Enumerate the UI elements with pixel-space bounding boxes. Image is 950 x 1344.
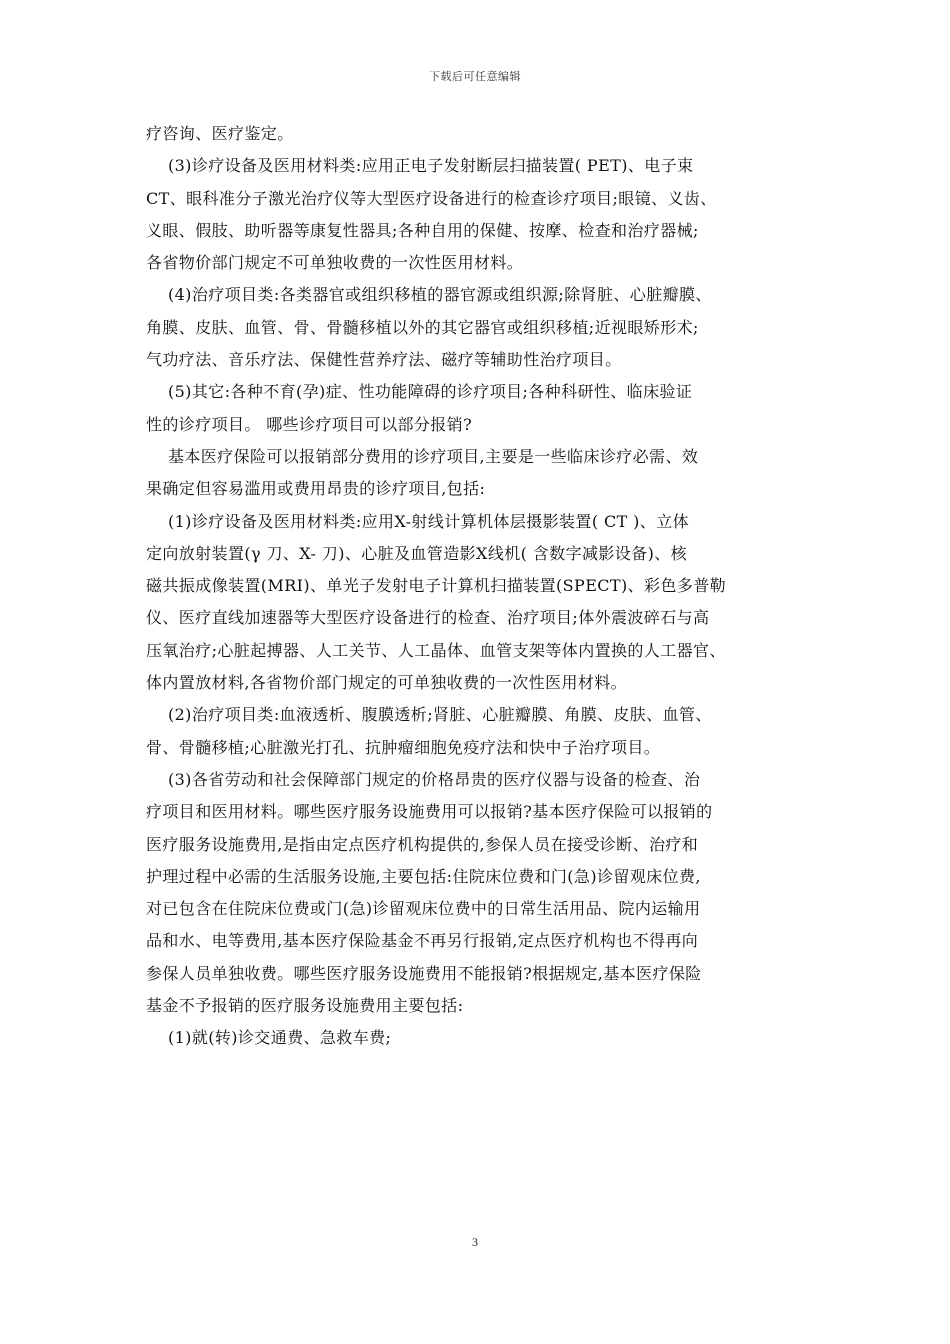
text-line: 疗项目和医用材料。哪些医疗服务设施费用可以报销?基本医疗保险可以报销的: [146, 802, 713, 822]
text-line: 体内置放材料,各省物价部门规定的可单独收费的一次性医用材料。: [146, 673, 628, 693]
text-line: (5)其它:各种不育(孕)症、性功能障碍的诊疗项目;各种科研性、临床验证: [146, 382, 693, 402]
text-line: 品和水、电等费用,基本医疗保险基金不再另行报销,定点医疗机构也不得再向: [146, 931, 699, 951]
text-line: 医疗服务设施费用,是指由定点医疗机构提供的,参保人员在接受诊断、治疗和: [146, 834, 699, 854]
text-line: 气功疗法、音乐疗法、保健性营养疗法、磁疗等辅助性治疗项目。: [146, 350, 622, 370]
text-line: 角膜、皮肤、血管、骨、骨髓移植以外的其它器官或组织移植;近视眼矫形术;: [146, 317, 699, 337]
page-header: 下载后可任意编辑: [429, 70, 521, 83]
text-line: 参保人员单独收费。哪些医疗服务设施费用不能报销?根据规定,基本医疗保险: [146, 963, 702, 983]
text-line: 磁共振成像装置(MRI)、单光子发射电子计算机扫描装置(SPECT)、彩色多普勒: [146, 576, 727, 596]
text-line: (2)治疗项目类:血液透析、腹膜透析;肾脏、心脏瓣膜、角膜、皮肤、血管、: [146, 705, 712, 725]
document-body: [146, 118, 810, 1055]
text-line: (1)诊疗设备及医用材料类:应用X-射线计算机体层摄影装置( CT )、立体: [146, 511, 690, 531]
text-line: 定向放射装置(γ 刀、X- 刀)、心脏及血管造影X线机( 含数字减影设备)、核: [146, 543, 688, 563]
text-line: (3)诊疗设备及医用材料类:应用正电子发射断层扫描装置( PET)、电子束: [146, 156, 694, 176]
text-line: 对已包含在住院床位费或门(急)诊留观床位费中的日常生活用品、院内运输用: [146, 899, 701, 919]
text-line: (3)各省劳动和社会保障部门规定的价格昂贵的医疗仪器与设备的检查、治: [146, 769, 701, 789]
text-line: 基本医疗保险可以报销部分费用的诊疗项目,主要是一些临床诊疗必需、效: [146, 446, 699, 466]
text-line: 护理过程中必需的生活服务设施,主要包括:住院床位费和门(急)诊留观床位费,: [146, 866, 701, 886]
text-line: 压氧治疗;心脏起搏器、人工关节、人工晶体、血管支架等体内置换的人工器官、: [146, 640, 726, 660]
text-line: 各省物价部门规定不可单独收费的一次性医用材料。: [146, 253, 524, 273]
page-number: 3: [472, 1235, 478, 1249]
text-line: (1)就(转)诊交通费、急救车费;: [146, 1028, 392, 1048]
text-line: 果确定但容易滥用或费用昂贵的诊疗项目,包括:: [146, 479, 486, 499]
text-line: 骨、骨髓移植;心脏激光打孔、抗肿瘤细胞免疫疗法和快中子治疗项目。: [146, 737, 661, 757]
text-line: 基金不予报销的医疗服务设施费用主要包括:: [146, 996, 464, 1016]
text-line: 仪、医疗直线加速器等大型医疗设备进行的检查、治疗项目;体外震波碎石与高: [146, 608, 710, 628]
text-line: 疗咨询、医疗鉴定。: [146, 124, 294, 143]
text-line: (4)治疗项目类:各类器官或组织移植的器官源或组织源;除肾脏、心脏瓣膜、: [146, 285, 712, 305]
text-line: CT、眼科准分子激光治疗仪等大型医疗设备进行的检查诊疗项目;眼镜、义齿、: [146, 188, 717, 208]
text-line: 性的诊疗项目。 哪些诊疗项目可以部分报销?: [146, 414, 473, 434]
text-line: 义眼、假肢、助听器等康复性器具;各种自用的保健、按摩、检查和治疗器械;: [146, 220, 699, 240]
